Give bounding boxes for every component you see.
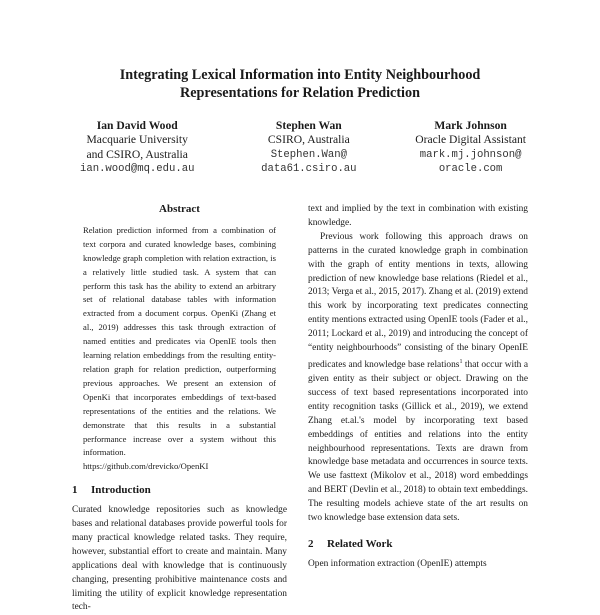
title-line-2: Representations for Relation Prediction <box>180 85 420 101</box>
abstract-text: Relation prediction informed from a combination of text corpora and curated knowledge bases, combining knowledge graph completion with relation extraction, is a relatively little studied task. A system that can perform this task has the ability to extend an arbitrary set of relational database tables with information extracted from a document corpus. OpenKi (Zhang et al., 2019) addresses this task through extraction of named entities and predicates via OpenIE tools then learning relation embeddings from the resulting entity-relation graph for relation prediction, outperforming previous approaches. We present an extension of OpenKi that incorporates embeddings of text-based representations of the entities and the relations. We demonstrate that this results in a substantial performance increase over a system without this information. <box>83 224 276 458</box>
section-title: Introduction <box>91 484 151 497</box>
title-line-1: Integrating Lexical Information into Entity Neighbourhood <box>119 67 481 83</box>
paragraph-part: Previous work following this approach draws on patterns in the curated knowledge graph in combination with the graph of entity mentions in texts, allowing prediction of new knowledge base relations (Riedel et al., 2013; Verga et al., 2015, 2017). Zhang et al. (2019) extend this work by incorporating text predicates connecting entity mentions extracted using OpenIE tools (Fader et al., 2011; Lockard et al., 2019) and introducing the concept of “entity neighbourhoods” consisting of the binary OpenIE predicates and knowledge base relations <box>308 231 528 371</box>
author-block <box>60 119 540 177</box>
author-affiliation: CSIRO, Australia <box>267 133 350 147</box>
author-name: Mark Johnson <box>434 119 507 132</box>
abstract <box>83 224 276 474</box>
author-email: data61.csiro.au <box>261 163 357 176</box>
section-heading-related-work <box>308 538 528 552</box>
paragraph: text and implied by the text in combination with existing knowledge. <box>308 204 528 228</box>
left-column <box>72 203 287 615</box>
introduction-body <box>72 504 287 615</box>
author-affiliation: Oracle Digital Assistant <box>415 133 526 147</box>
related-work-body <box>308 558 528 572</box>
author-1 <box>80 119 194 177</box>
paper-title <box>60 66 540 102</box>
abstract-link[interactable]: https://github.com/drevicko/OpenKI <box>83 461 209 472</box>
author-2 <box>261 119 356 177</box>
author-email: mark.mj.johnson@ <box>419 148 522 161</box>
author-email: ian.wood@mq.edu.au <box>80 163 195 176</box>
paragraph: Open information extraction (OpenIE) attempts <box>308 558 487 569</box>
section-number: 2 <box>308 537 314 550</box>
author-name: Stephen Wan <box>275 119 342 132</box>
paragraph <box>308 231 528 526</box>
paragraph: Curated knowledge repositories such as knowledge bases and relational databases provide powerful tools for many practical knowledge related tasks. They require, however, substantial effort to create and maintain. Many applications deal with knowledge that is continuously changing, presenting prohibitive maintenance costs and limiting the utility of explicit knowledge representation tech- <box>72 505 287 613</box>
author-3 <box>415 119 526 177</box>
footnote-marker[interactable]: 1 <box>459 358 463 365</box>
section-number: 1 <box>72 484 78 497</box>
section-heading-introduction <box>72 484 287 498</box>
author-affiliation: Macquarie University <box>86 133 188 147</box>
abstract-heading: Abstract <box>159 203 200 215</box>
paragraph-part: that occur with a given entity as their subject or object. Drawing on the success of text based representations incorporated into entity recognition tasks (Gillick et al., 2019), we extend Zhang et.al.'s model by incorporating text based embeddings of entities and relations into the entity neighbourhood representations. Texts are drawn from knowledge base metadata and occurrences in source texts. We use fasttext (Mikolov et al., 2018) word embeddings and BERT (Devlin et al., 2018) to obtain text embeddings. The resulting models achieve state of the art results on two knowledge base extension data sets. <box>308 360 528 524</box>
section-title: Related Work <box>327 537 393 550</box>
author-email: oracle.com <box>438 163 503 176</box>
author-affiliation: and CSIRO, Australia <box>86 147 188 161</box>
author-name: Ian David Wood <box>96 119 178 132</box>
right-column <box>308 203 528 572</box>
author-email: Stephen.Wan@ <box>270 148 347 161</box>
